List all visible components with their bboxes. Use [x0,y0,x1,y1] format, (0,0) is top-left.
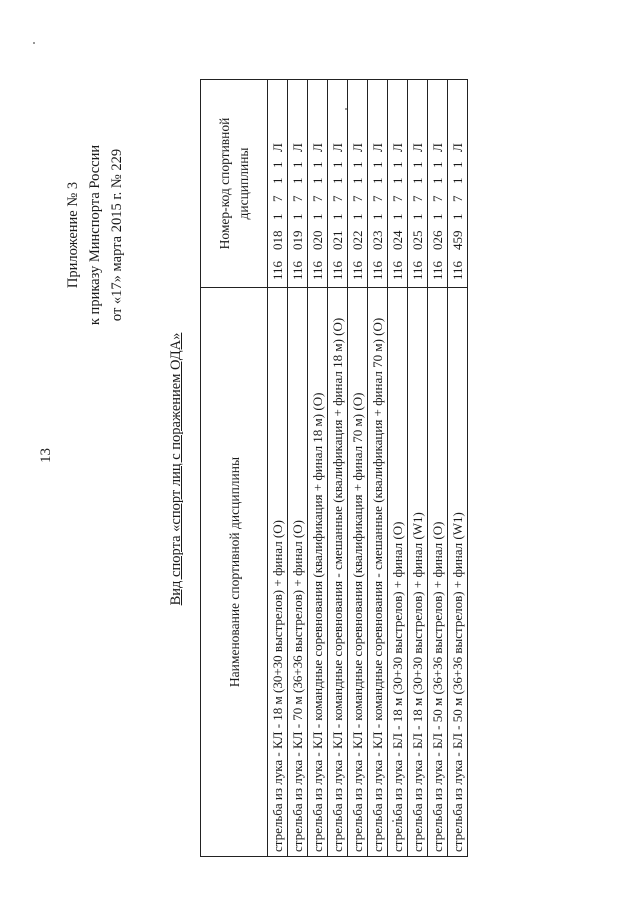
code-part: 1 [270,213,285,220]
table-row [388,80,408,857]
table-row [428,80,448,857]
code-part: 116 [390,260,405,280]
discipline-name: стрельба из лука - БЛ - 50 м (36+36 выстрелов) + финал (О) [428,288,448,857]
code-part: Л [290,143,305,152]
code-part: 1 [390,161,405,168]
table-body [268,80,468,857]
code-part: Л [410,143,425,152]
code-part: Л [330,143,345,152]
code-part: 1 [450,161,465,168]
code-part: 116 [350,260,365,280]
discipline-code [328,80,348,288]
code-part: 1 [370,213,385,220]
code-part: 1 [430,213,445,220]
code-part: 019 [290,230,305,250]
code-part: 459 [450,230,465,250]
discipline-code [368,80,388,288]
code-part: 023 [370,230,385,250]
disciplines-table [200,79,468,857]
discipline-name: стрельба из лука - БЛ - 18 м (30+30 выстрелов) + финал (W1) [408,288,428,857]
code-part: 7 [310,195,325,202]
discipline-name: стрельба из лука - КЛ - командные соревнования (квалификация + финал 18 м) (О) [308,288,328,857]
code-part: 1 [290,213,305,220]
code-part: Л [370,143,385,152]
discipline-name: стрельба из лука - КЛ - командные соревнования - смешанные (квалификация + финал 18 м) (О) [328,288,348,857]
code-part: 1 [450,177,465,184]
appendix-header [62,105,128,365]
code-part: 7 [330,195,345,202]
code-part: 1 [310,161,325,168]
code-part: 1 [270,161,285,168]
code-part: 116 [370,260,385,280]
page-number: 13 [38,448,54,463]
code-part: 025 [410,230,425,250]
code-part: 116 [310,260,325,280]
code-part: 7 [450,195,465,202]
document-title: Вид спорта «спорт лиц с поражением ОДА» [168,332,184,606]
code-part: 1 [350,213,365,220]
table-row [348,80,368,857]
code-part: 7 [270,195,285,202]
code-part: 1 [410,213,425,220]
table-row [308,80,328,857]
code-part: 022 [350,230,365,250]
code-part: 7 [290,195,305,202]
code-part: 1 [450,213,465,220]
table-row [288,80,308,857]
code-part: 021 [330,230,345,250]
discipline-code [448,80,468,288]
discipline-code [308,80,328,288]
code-part: 1 [330,177,345,184]
table-header-row [201,80,268,857]
code-part: 116 [450,260,465,280]
code-part: 1 [410,177,425,184]
discipline-code [388,80,408,288]
code-part: 7 [370,195,385,202]
discipline-name: стрельба из лука - КЛ - командные соревнования (квалификация + финал 70 м) (О) [348,288,368,857]
table-row [408,80,428,857]
code-part: 7 [390,195,405,202]
code-part: 1 [310,213,325,220]
code-part: 116 [290,260,305,280]
code-part: 1 [350,177,365,184]
code-part: 1 [310,177,325,184]
code-part: 1 [330,213,345,220]
code-part: 7 [410,195,425,202]
code-part: Л [350,143,365,152]
header-code: Номер-код спортивной дисциплины [201,80,268,288]
code-part: 1 [370,161,385,168]
code-part: 116 [410,260,425,280]
discipline-name: стрельба из лука - КЛ - 18 м (30+30 выстрелов) + финал (О) [268,288,288,857]
appendix-line: Приложение № 3 [65,181,81,289]
code-part: 1 [430,177,445,184]
discipline-name: стрельба из лука - БЛ - 18 м (30+30 выстрелов) + финал (О) [388,288,408,857]
code-part: 116 [270,260,285,280]
code-part: Л [310,143,325,152]
table-row [448,80,468,857]
code-part: 116 [330,260,345,280]
code-part: 018 [270,230,285,250]
code-part: 1 [330,161,345,168]
table-row [368,80,388,857]
code-part: 1 [390,213,405,220]
code-part: Л [390,143,405,152]
code-part: 1 [370,177,385,184]
appendix-line: к приказу Минспорта России [87,144,103,326]
discipline-code [268,80,288,288]
code-part: 026 [430,230,445,250]
discipline-name: стрельба из лука - БЛ - 50 м (36+36 выстрелов) + финал (W1) [448,288,468,857]
discipline-code [428,80,448,288]
discipline-code [288,80,308,288]
code-part: 1 [290,177,305,184]
code-part: 024 [390,230,405,250]
appendix-line: от «17» марта 2015 г. № 229 [109,148,125,322]
code-part: 1 [290,161,305,168]
code-part: Л [270,143,285,152]
code-part: 1 [430,161,445,168]
discipline-code [348,80,368,288]
code-part: Л [450,143,465,152]
code-part: 1 [350,161,365,168]
discipline-name: стрельба из лука - КЛ - 70 м (36+36 выстрелов) + финал (О) [288,288,308,857]
table-row [328,80,348,857]
code-part: 1 [410,161,425,168]
code-part: 1 [270,177,285,184]
code-part: 1 [390,177,405,184]
header-name: Наименование спортивной дисциплины [201,288,268,857]
discipline-code [408,80,428,288]
code-part: 116 [430,260,445,280]
code-part: Л [430,143,445,152]
code-part: 7 [350,195,365,202]
table-row [268,80,288,857]
code-part: 020 [310,230,325,250]
code-part: 7 [430,195,445,202]
discipline-name: стрельба из лука - КЛ - командные соревнования - смешанные (квалификация + финал 70 м) (О) [368,288,388,857]
